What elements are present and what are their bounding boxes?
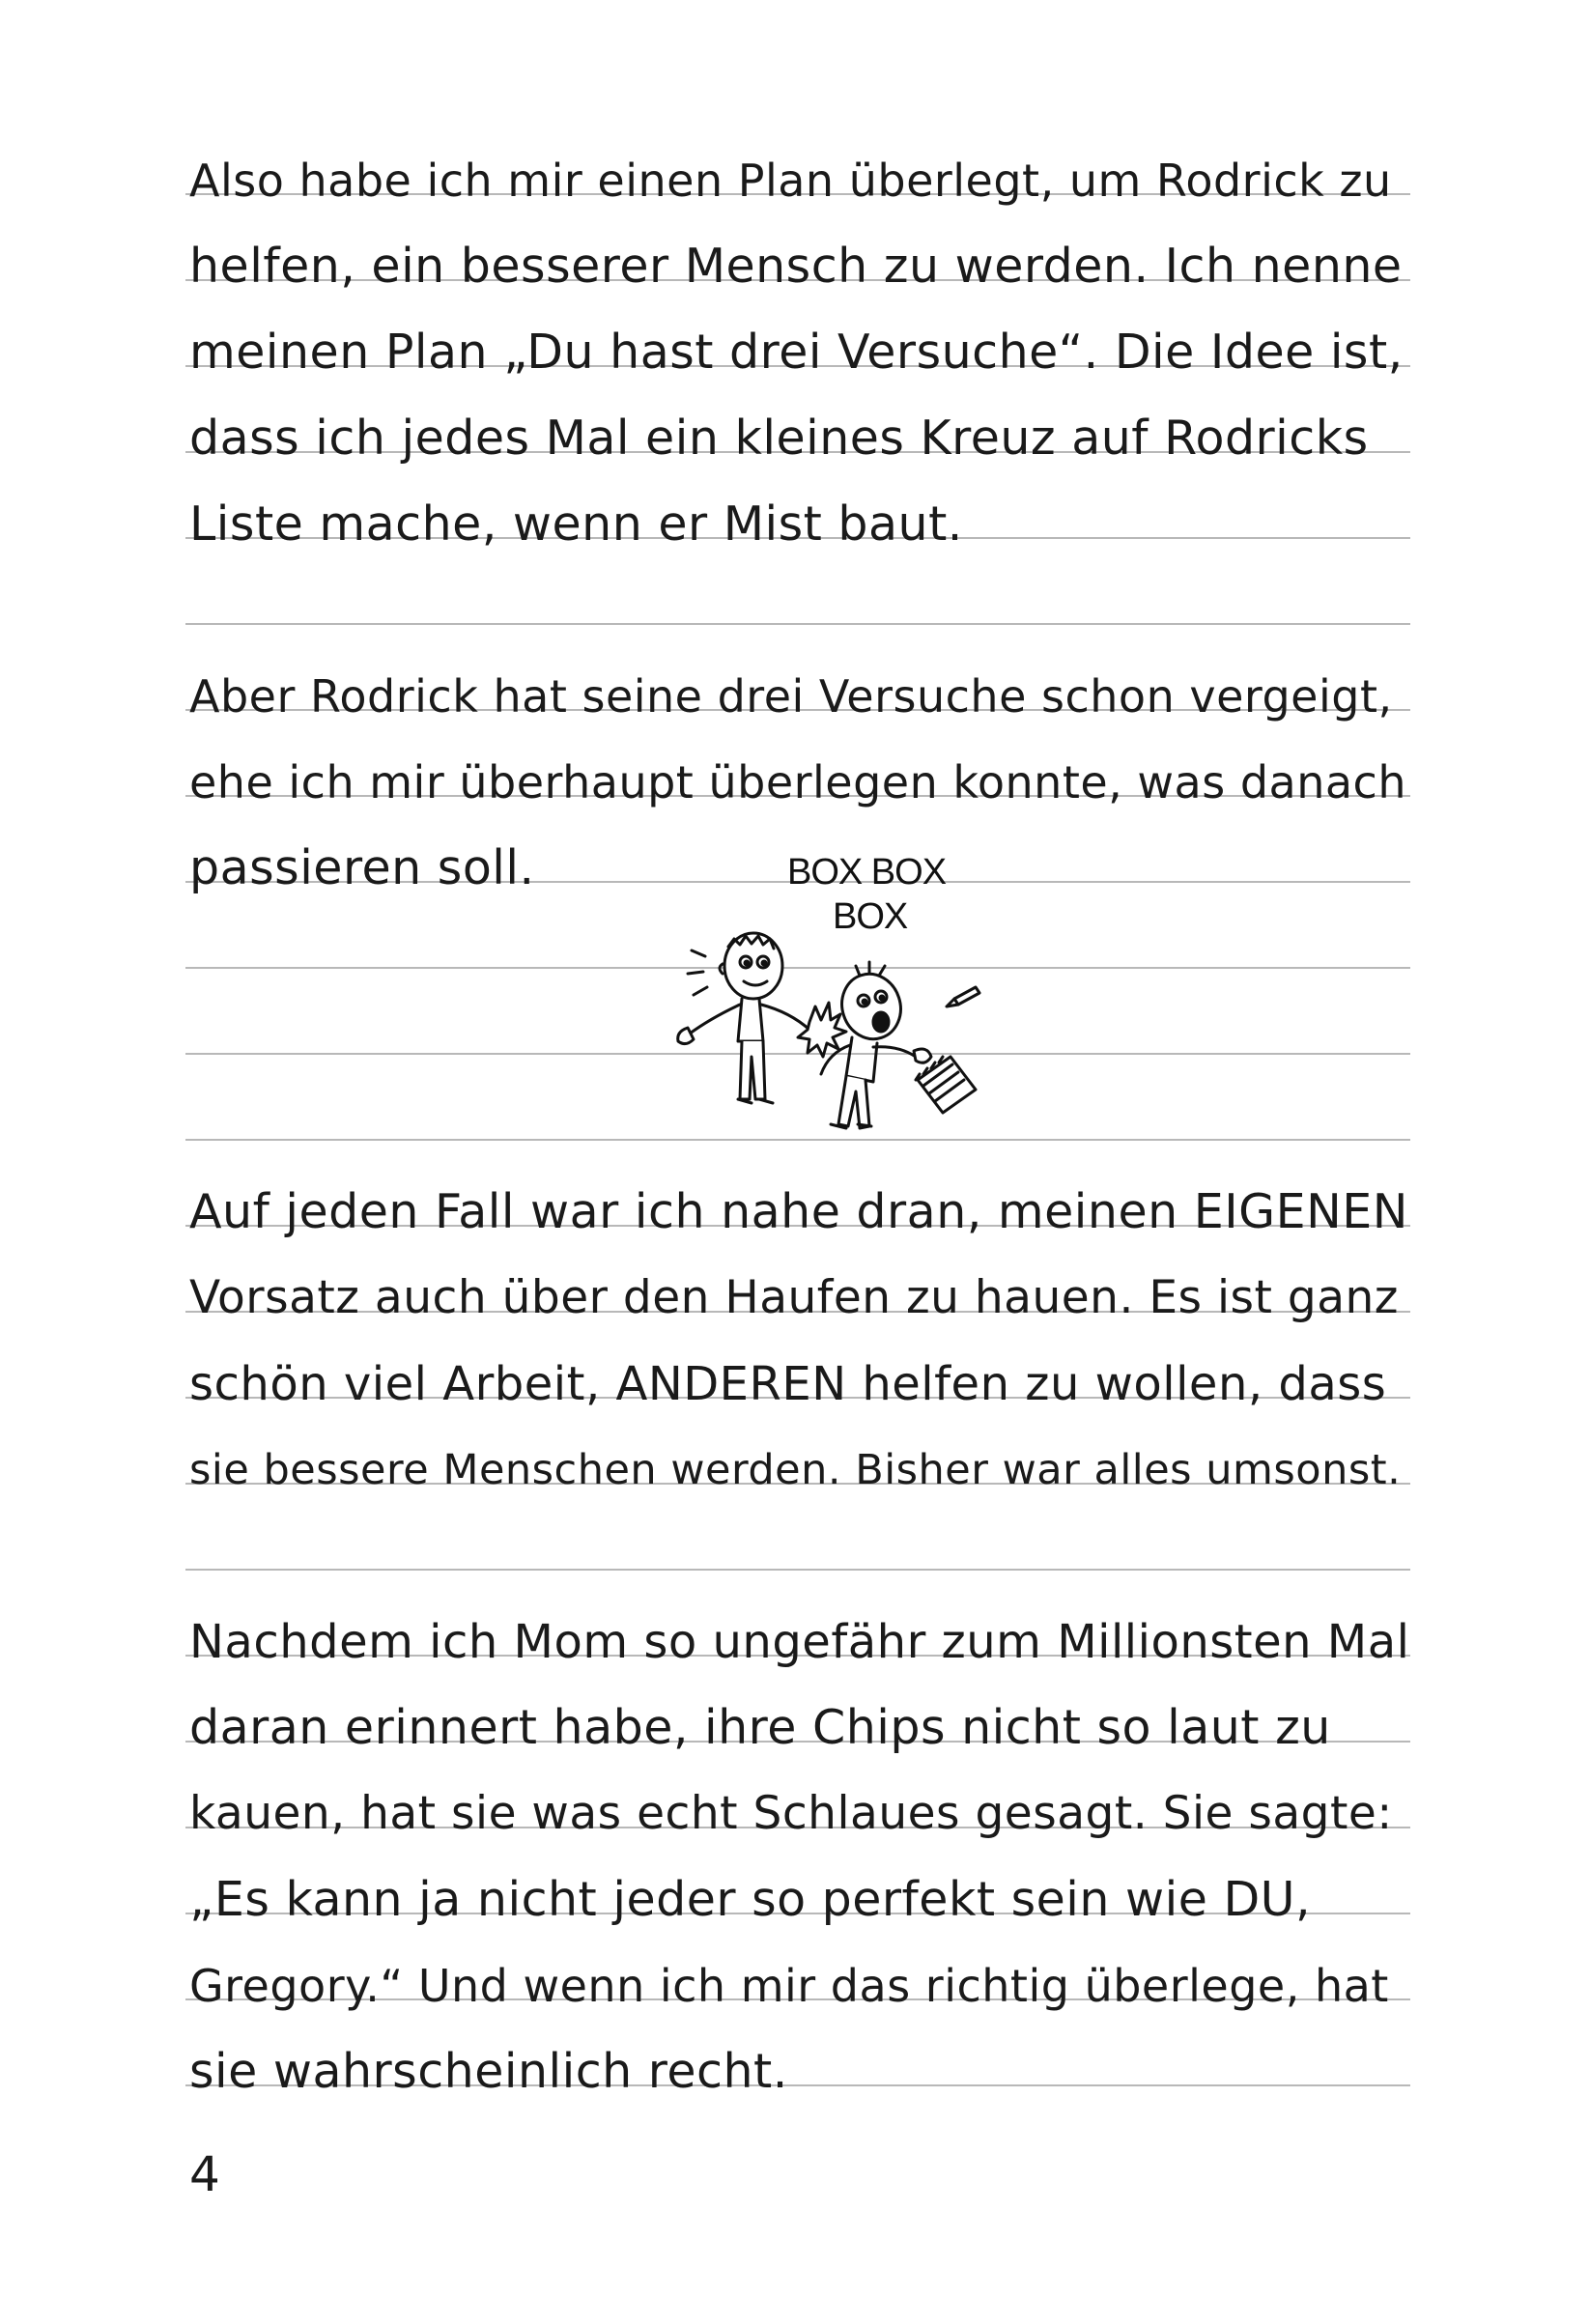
text-line: passieren soll. [189, 840, 535, 895]
text-line: meinen Plan „Du hast drei Versuche“. Die Idee ist, [189, 325, 1404, 380]
notebook-icon [916, 1057, 976, 1113]
page-number: 4 [189, 2146, 220, 2202]
text-line: sie wahrscheinlich recht. [189, 2044, 788, 2099]
text-line: helfen, ein besserer Mensch zu werden. Ich nenne [189, 239, 1403, 294]
text-line: schön viel Arbeit, ANDEREN helfen zu wollen, dass [189, 1357, 1387, 1411]
text-line: sie bessere Menschen werden. Bisher war alles umsonst. [189, 1446, 1402, 1494]
text-line: ehe ich mir überhaupt überlegen konnte, was danach [189, 756, 1406, 808]
sfx-text: BOX BOX [787, 852, 947, 893]
text-line: Gregory.“ Und wenn ich mir das richtig überlege, hat [189, 1960, 1389, 2012]
text-line: Auf jeden Fall war ich nahe dran, meinen EIGENEN [189, 1184, 1408, 1239]
text-line: Aber Rodrick hat seine drei Versuche schon vergeigt, [189, 670, 1393, 723]
text-line: Nachdem ich Mom so ungefähr zum Millionsten Mal [189, 1615, 1410, 1669]
text-line: daran erinnert habe, ihre Chips nicht so laut zu [189, 1700, 1331, 1755]
sfx-text: BOX [833, 896, 908, 937]
boxing-cartoon-drawing [628, 918, 995, 1142]
pencil-icon [947, 987, 979, 1006]
rule-line [185, 1569, 1410, 1571]
text-line: Also habe ich mir einen Plan überlegt, um Rodrick zu [189, 155, 1392, 207]
rule-line [185, 623, 1410, 625]
text-line: dass ich jedes Mal ein kleines Kreuz auf Rodricks [189, 411, 1369, 466]
text-line: Liste mache, wenn er Mist baut. [189, 496, 963, 552]
text-line: Vorsatz auch über den Haufen zu hauen. Es ist ganz [189, 1271, 1399, 1324]
text-line: kauen, hat sie was echt Schlaues gesagt. Sie sagte: [189, 1787, 1393, 1840]
text-line: „Es kann ja nicht jeder so perfekt sein wie DU, [189, 1872, 1312, 1927]
impact-star-icon [798, 1003, 846, 1057]
rodrick-figure [678, 933, 809, 1103]
